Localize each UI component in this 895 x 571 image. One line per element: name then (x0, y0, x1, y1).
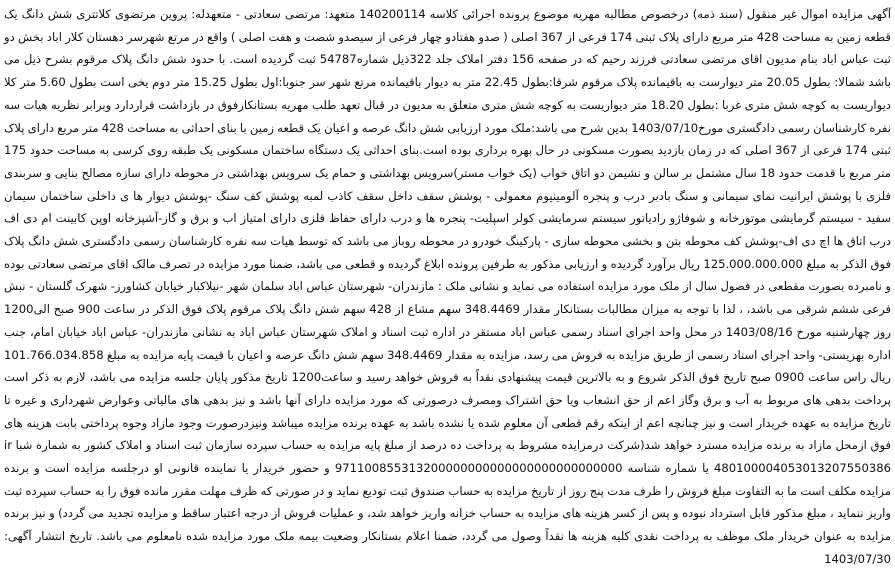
auction-notice-text (4, 3, 891, 571)
notice-body: آگهی مزایده اموال غیر منقول (سند ذمه) درخصوص مطالبه مهریه موضوع پرونده اجرائی کلاسه 140200114 متعهد: مرتضی سعادتی - متعهدله: پروین مرتضوی کلاتتری شش دانگ یک قطعه زمین به مساحت 428 متر مربع دارای پلاک ثبتی 174 فرعی از 367 اصلی ( صدو هفتادو چهار فرعی از سیصدو شصت و هفت اصلی ) واقع در مرتع شهرسر دهستان کلار اباد بخش دو ثبت عباس اباد بنام مدیون اقای مرتضی سعادتی فرزند رحیم که در صفحه 156 دفتر املاک جلد 322ذیل شماره54787 ثبت گردیده است. با حدود شش دانگ پلاک مرقوم بشرح ذیل می باشد شمالا: بطول 20.05 متر دیوارست به باقیمانده پلاک مرقوم شرقا:بطول 22.45 متر به دیوار باقیمانده مرتع شهر سر جنوبا:اول بطول 15.25 متر دوم یخی است بطول 5.60 متر کلا دیواریست به کوچه شش متری غربا :بطول 18.20 متر دیواریست به کوچه شش متری متعلق به مدیون در قبال تعهد طلب مهریه بستانکارفوق در بازداشت قراردارد وبرابر نظریه هیات سه نفره کارشناسان رسمی دادگستری مورخ1403/07/10 بدین شرح می باشد:ملک مورد ارزیابی شش دانگ عرصه و اعیان یک قطعه زمین با بنای احداثی به مساحت 428 متر مربع دارای پلاک ثبتی 174 فرعی از 367 اصلی که در زمان بازدید بصورت مسکونی در حال بهره برداری بوده است.بنای احداثی یک دستگاه ساختمان مسکونی یک طبقه روی کرسی به مساحت حدود 175 متر مربع با قدمت حدود 18 سال مشتمل بر سالن و نشیمن دو اتاق خواب (یک خواب مستر)سرویس بهداشتی و حمام یک سرویس بهداشتی در محوطه دارای سازه مصالح بنایی و سربندی فلزی با پوشش ایرانیت نمای سیمانی و سنگ بادبر درب و پنجره آلومینیوم معمولی - پوشش سقف داخل سقف کاذب لمبه پوشش کف سنگ -پوشش دیوار ها ی داخلی ساختمان سیمان سفید - سیستم گرمایشی موتورخانه و شوفاژو رادیاتور سیستم سرمایشی کولر اسپلیت- پنجره ها و درب دارای حفاظ فلزی دارای امتیاز اب و برق و گاز-آشپزخانه اوپن کابینت ام دی اف درب اتاق ها اچ دی اف-پوشش کف محوطه بتن و بخشی محوطه سازی - پارکینگ خودرو در محوطه روباز می باشد که توسط هیات سه نفره کارشناسان رسمی دادگستری شش دانگ پلاک فوق الذکر به مبلغ 125.000.000.000 ریال برآورد گردیده و ارزیابی مذکور به طرفین پرونده ابلاغ گردیده و قطعی می باشد، ضمنا مورد مزایده در تصرف مالک اقای مرتضی سعادتی بوده و نامبرده بصورت مقطعی در فصول سال از ملک مورد مزایده استفاده می نماید و نشانی ملک : مازندران- شهرستان عباس اباد سلمان شهر -نیلاکبار خیابان کشاورز- شهرک گلستان - نبش فرعی ششم شرقی می باشد، ، لذا با توجه به میزان مطالبات بستانکار مقدار 348.4469 سهم مشاع از 428 سهم شش دانگ پلاک مرقوم پلاک فوق الذکر در ساعت 900 صبح الی1200 روز چهارشنبه مورخ 1403/08/16 در محل واحد اجرای اسناد رسمی عباس اباد مستقر در اداره ثبت اسناد و املاک شهرستان عباس اباد به نشانی مازندران- عباس اباد خیابان امام، جنب اداره بهزیستی- واحد اجرای اسناد رسمی از طریق مزایده به فروش می رسد، مزایده به مقدار 348.4469 سهم شش دانگ عرصه و اعیان با قیمت پایه مزایده به مبلغ 101.766.034.858 ریال راس ساعت 0900 صبح تاریخ فوق الذکر شروع و به بالاترین قیمت پیشنهادی نقداً به فروش خواهد رسید و ساعت1200 تاریخ مذکور پایان جلسه مزایده می باشد، لازم به ذکر است پرداخت بدهی های مربوط به آب و برق وگاز اعم از حق انشعاب ویا حق اشتراک ومصرف درصورتی که مورد مزایده دارای آنها باشد و نیز بدهی های مالیاتی وعوارض شهرداری و غیره تا تاریخ مزایده به عهده خریدار است و نیز چنانچه اعم از اینکه رقم قطعی آن معلوم شده یا نشده باشد به عهده برنده مزایده میباشد ونیزدرصورت وجود مازاد وجوه پرداختی بابت هزینه های فوق ازمحل مازاد به برنده مزایده مسترد خواهد شد(شرکت درمزایده مشروط به پرداخت ده درصد از مبلغ پایه مزایده به حساب سپرده سازمان ثبت اسناد و املاک کشور به شماره شبا ir 480100004053013207550386 یا شماره شناسه 971100855313200000000000000000000000000 و حضور خریدار یا نماینده قانونی او درجلسه مزایده است و برنده مزایده مکلف است ما به التفاوت مبلغ فروش را ظرف مدت پنج روز از تاریخ مزایده به حساب صندوق ثبت تودیع نماید و در صورتی که ظرف مهلت مقرر مانده فوق را به حساب سپرده ثبت واریز ننماید ، مبلغ مذکور قابل استرداد نبوده و پس از کسر هزینه های مزایده به حساب خزانه واریز خواهد شد، و عملیات فروش از درجه اعتبار ساقط و مزایده تجدید می گردد) و نیز برنده مزایده به عنوان خریدار ملک موظف به پرداخت نقدی کلیه هزینه ها نقداً وصول می گردد، ضمنا اعلام بستانکار وضعیت بیمه ملک مورد مزایده شده نامعلوم می باشد. تاریخ انتشار آگهی: (4, 7, 892, 544)
publish-date: 1403/07/30 (824, 551, 891, 566)
